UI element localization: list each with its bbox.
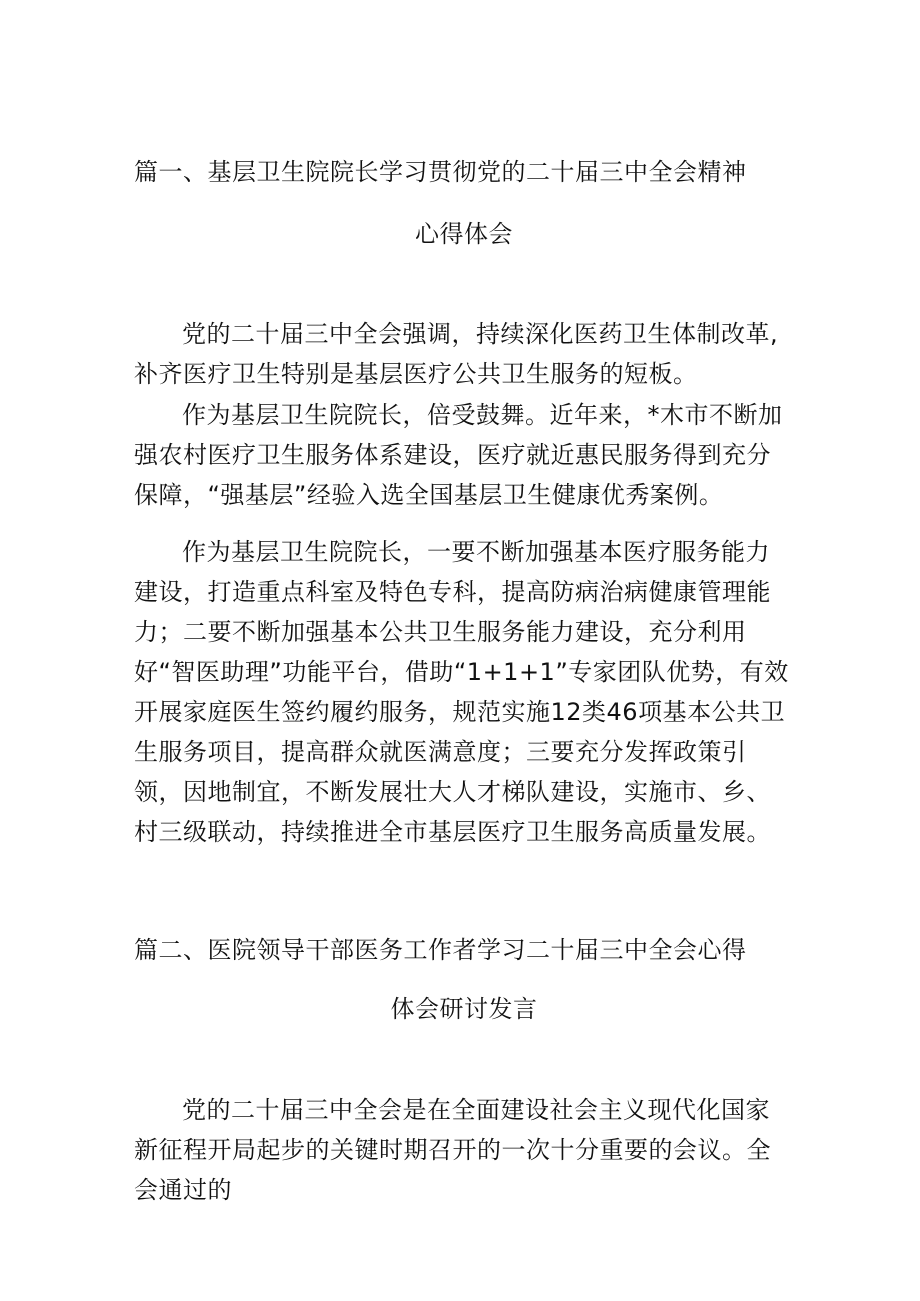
section1-paragraph-1: 党的二十届三中全会强调，持续深化医药卫生体制改革,补齐医疗卫生特别是基层医疗公共卫生服务的短板。: [134, 320, 779, 388]
section1-title-line1: 篇一、基层卫生院院长学习贯彻党的二十届三中全会精神: [134, 158, 747, 186]
section2-title-line1: 篇二、医院领导干部医务工作者学习二十届三中全会心得: [134, 936, 747, 964]
section2-title-line2: 体会研讨发言: [390, 995, 538, 1023]
section1-title-line2: 心得体会: [415, 220, 513, 248]
section1-paragraph-2: 作为基层卫生院院长，倍受鼓舞。近年来，*木市不断加强农村医疗卫生服务体系建设，医疗就近惠民服务得到充分保障，“强基层”经验入选全国基层卫生健康优秀案例。: [134, 401, 783, 509]
section2-paragraph-1: 党的二十届三中全会是在全面建设社会主义现代化国家新征程开局起步的关键时期召开的一次十分重要的会议。全会通过的: [134, 1096, 771, 1204]
section1-paragraph-3: 作为基层卫生院院长，一要不断加强基本医疗服务能力建设，打造重点科室及特色专科，提高防病治病健康管理能力；二要不断加强基本公共卫生服务能力建设，充分利用好“智医助理”功能平台，借助“1+1+1”专家团队优势，有效开展家庭医生签约履约服务，规范实施12类46项基本公共卫生服务项目，提高群众就医满意度；三要充分发挥政策引领，因地制宜，不断发展壮大人才梯队建设，实施市、乡、村三级联动，持续推进全市基层医疗卫生服务高质量发展。: [134, 538, 789, 846]
